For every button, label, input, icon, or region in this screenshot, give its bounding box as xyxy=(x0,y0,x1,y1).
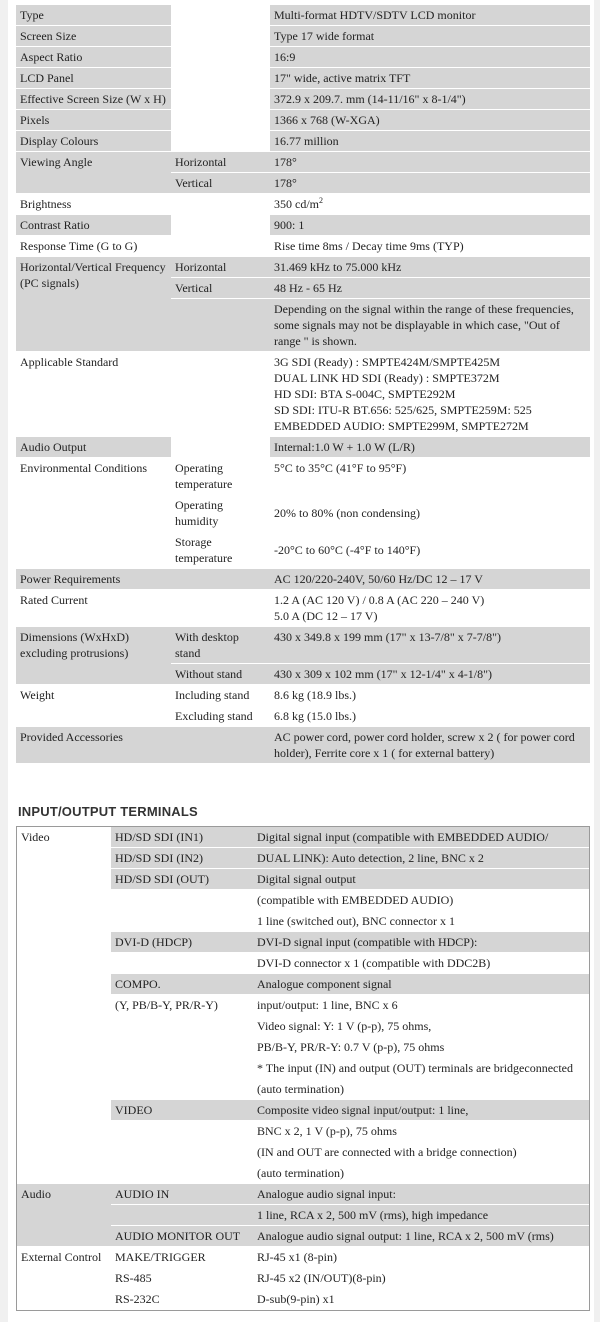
io-terminal xyxy=(111,1205,253,1226)
spec-label: Type xyxy=(16,5,171,26)
io-description: PB/B-Y, PR/R-Y: 0.7 V (p-p), 75 ohms xyxy=(253,1037,589,1058)
io-description: input/output: 1 line, BNC x 6 xyxy=(253,995,589,1016)
spec-label: Environmental Conditions xyxy=(16,458,171,569)
spec-value: Type 17 wide format xyxy=(270,26,590,47)
spec-row-response-time xyxy=(16,236,590,257)
io-terminal: (Y, PB/B-Y, PR/R-Y) xyxy=(111,995,253,1016)
spec-sub xyxy=(171,215,270,236)
io-description: RJ-45 x2 (IN/OUT)(8-pin) xyxy=(253,1268,589,1289)
spec-sub xyxy=(171,727,270,764)
spec-sub: Storage temperature xyxy=(171,532,270,569)
spec-value: 6.8 kg (15.0 lbs.) xyxy=(270,706,590,727)
io-description: DVI-D connector x 1 (compatible with DDC2B) xyxy=(253,953,589,974)
io-description: Digital signal input (compatible with EMBEDDED AUDIO/ xyxy=(253,827,589,848)
spec-page xyxy=(8,0,594,1322)
spec-sub xyxy=(171,89,270,110)
spec-sub xyxy=(171,194,270,215)
io-section-title: INPUT/OUTPUT TERMINALS xyxy=(18,804,198,819)
spec-value: 178° xyxy=(270,152,590,173)
spec-value: 31.469 kHz to 75.000 kHz xyxy=(270,257,590,278)
spec-row-applicable-standard xyxy=(16,352,590,437)
io-description: 1 line (switched out), BNC connector x 1 xyxy=(253,911,589,932)
standard-line: EMBEDDED AUDIO: SMPTE299M, SMPTE272M xyxy=(274,419,529,433)
io-terminal xyxy=(111,1016,253,1037)
io-group-video: Video xyxy=(17,827,111,1184)
spec-value: 16.77 million xyxy=(270,131,590,152)
io-terminal: COMPO. xyxy=(111,974,253,995)
io-group-external-control: External Control xyxy=(17,1247,111,1310)
io-terminal xyxy=(111,1121,253,1142)
spec-row-power xyxy=(16,569,590,590)
spec-label: Dimensions (WxHxD) excluding protrusions) xyxy=(16,627,171,685)
spec-value xyxy=(270,352,590,437)
spec-sub: Without stand xyxy=(171,664,270,685)
spec-row-env-operating-temp xyxy=(16,458,590,495)
spec-sub xyxy=(171,110,270,131)
rated-current-line: 1.2 A (AC 120 V) / 0.8 A (AC 220 – 240 V) xyxy=(274,593,485,607)
io-terminal xyxy=(111,953,253,974)
spec-sub: Vertical xyxy=(171,173,270,194)
spec-row-frequency-h xyxy=(16,257,590,278)
spec-value: 17" wide, active matrix TFT xyxy=(270,68,590,89)
standard-line: SD SDI: ITU-R BT.656: 525/625, SMPTE259M: 525 xyxy=(274,403,532,417)
spec-row-type xyxy=(16,5,590,26)
spec-sub xyxy=(171,236,270,257)
spec-label: Response Time (G to G) xyxy=(16,236,171,257)
spec-label: Viewing Angle xyxy=(16,152,171,194)
spec-row-lcd-panel xyxy=(16,68,590,89)
io-table-frame xyxy=(16,826,590,1311)
spec-value: 16:9 xyxy=(270,47,590,68)
spec-value: 178° xyxy=(270,173,590,194)
spec-value: 430 x 309 x 102 mm (17" x 12-1/4" x 4-1/8") xyxy=(270,664,590,685)
spec-sub xyxy=(171,47,270,68)
spec-value: 1366 x 768 (W-XGA) xyxy=(270,110,590,131)
io-row xyxy=(17,1247,589,1268)
spec-label: Pixels xyxy=(16,110,171,131)
spec-sub: Operating temperature xyxy=(171,458,270,495)
spec-row-rated-current xyxy=(16,590,590,627)
spec-label: Weight xyxy=(16,685,171,727)
spec-label: Power Requirements xyxy=(16,569,171,590)
spec-sub xyxy=(171,299,270,352)
io-description: * The input (IN) and output (OUT) terminals are bridgeconnected xyxy=(253,1058,589,1079)
io-terminal xyxy=(111,1079,253,1100)
io-description: (auto termination) xyxy=(253,1163,589,1184)
spec-sub xyxy=(171,5,270,26)
spec-label: Screen Size xyxy=(16,26,171,47)
io-description: Video signal: Y: 1 V (p-p), 75 ohms, xyxy=(253,1016,589,1037)
io-row xyxy=(17,827,589,848)
io-terminal: HD/SD SDI (IN1) xyxy=(111,827,253,848)
spec-sub: Vertical xyxy=(171,278,270,299)
spec-value: 20% to 80% (non condensing) xyxy=(270,495,590,532)
spec-label: LCD Panel xyxy=(16,68,171,89)
spec-row-contrast xyxy=(16,215,590,236)
spec-value: Multi-format HDTV/SDTV LCD monitor xyxy=(270,5,590,26)
io-terminal: HD/SD SDI (OUT) xyxy=(111,869,253,890)
io-terminal xyxy=(111,890,253,911)
brightness-value: 350 cd/m xyxy=(274,197,319,211)
spec-label: Audio Output xyxy=(16,437,171,458)
spec-sub xyxy=(171,68,270,89)
spec-sub: Horizontal xyxy=(171,152,270,173)
spec-sub xyxy=(171,131,270,152)
io-description: Analogue component signal xyxy=(253,974,589,995)
spec-sub xyxy=(171,437,270,458)
io-description: (IN and OUT are connected with a bridge connection) xyxy=(253,1142,589,1163)
io-row xyxy=(17,1184,589,1205)
spec-row-screen-size xyxy=(16,26,590,47)
spec-label: Applicable Standard xyxy=(16,352,171,437)
spec-sub xyxy=(171,352,270,437)
spec-sub: With desktop stand xyxy=(171,627,270,664)
spec-row-pixels xyxy=(16,110,590,131)
io-description: D-sub(9-pin) x1 xyxy=(253,1289,589,1310)
io-terminal xyxy=(111,1163,253,1184)
spec-value: 48 Hz - 65 Hz xyxy=(270,278,590,299)
io-description: BNC x 2, 1 V (p-p), 75 ohms xyxy=(253,1121,589,1142)
spec-sub: Excluding stand xyxy=(171,706,270,727)
spec-sub: Operating humidity xyxy=(171,495,270,532)
spec-label: Rated Current xyxy=(16,590,171,627)
brightness-exponent: 2 xyxy=(319,196,323,205)
spec-value: 8.6 kg (18.9 lbs.) xyxy=(270,685,590,706)
standard-line: DUAL LINK HD SDI (Ready) : SMPTE372M xyxy=(274,371,500,385)
spec-sub xyxy=(171,26,270,47)
io-terminal: AUDIO MONITOR OUT xyxy=(111,1226,253,1247)
io-terminal xyxy=(111,1142,253,1163)
spec-label: Provided Accessories xyxy=(16,727,171,764)
standard-line: HD SDI: BTA S-004C, SMPTE292M xyxy=(274,387,456,401)
spec-value: AC 120/220-240V, 50/60 Hz/DC 12 – 17 V xyxy=(270,569,590,590)
io-terminal: AUDIO IN xyxy=(111,1184,253,1205)
spec-value: Internal:1.0 W + 1.0 W (L/R) xyxy=(270,437,590,458)
io-terminals-table xyxy=(17,827,589,1310)
spec-value: 430 x 349.8 x 199 mm (17" x 13-7/8" x 7-7/8") xyxy=(270,627,590,664)
spec-value: 372.9 x 209.7. mm (14-11/16" x 8-1/4") xyxy=(270,89,590,110)
io-terminal: MAKE/TRIGGER xyxy=(111,1247,253,1268)
spec-row-brightness xyxy=(16,194,590,215)
spec-row-effective-screen-size xyxy=(16,89,590,110)
spec-row-audio-output xyxy=(16,437,590,458)
io-terminal: RS-232C xyxy=(111,1289,253,1310)
spec-value: 900: 1 xyxy=(270,215,590,236)
io-description: 1 line, RCA x 2, 500 mV (rms), high impedance xyxy=(253,1205,589,1226)
spec-sub xyxy=(171,590,270,627)
io-description: DVI-D signal input (compatible with HDCP): xyxy=(253,932,589,953)
spec-label: Aspect Ratio xyxy=(16,47,171,68)
spec-label: Effective Screen Size (W x H) xyxy=(16,89,171,110)
spec-row-aspect-ratio xyxy=(16,47,590,68)
io-terminal xyxy=(111,1037,253,1058)
spec-value xyxy=(270,590,590,627)
io-description: DUAL LINK): Auto detection, 2 line, BNC x 2 xyxy=(253,848,589,869)
spec-row-display-colours xyxy=(16,131,590,152)
spec-note: Depending on the signal within the range of these frequencies, some signals may not be displayable in which case, "Out of range " is shown. xyxy=(270,299,590,352)
specifications-table xyxy=(16,5,590,764)
spec-sub: Horizontal xyxy=(171,257,270,278)
io-description: Analogue audio signal input: xyxy=(253,1184,589,1205)
spec-sub: Including stand xyxy=(171,685,270,706)
io-terminal xyxy=(111,1058,253,1079)
spec-value: -20°C to 60°C (-4°F to 140°F) xyxy=(270,532,590,569)
spec-label: Horizontal/Vertical Frequency (PC signals) xyxy=(16,257,171,352)
spec-row-weight-including xyxy=(16,685,590,706)
io-description: RJ-45 x1 (8-pin) xyxy=(253,1247,589,1268)
spec-value: Rise time 8ms / Decay time 9ms (TYP) xyxy=(270,236,590,257)
io-description: (auto termination) xyxy=(253,1079,589,1100)
io-terminal: DVI-D (HDCP) xyxy=(111,932,253,953)
io-description: Analogue audio signal output: 1 line, RCA x 2, 500 mV (rms) xyxy=(253,1226,589,1247)
spec-value: 5°C to 35°C (41°F to 95°F) xyxy=(270,458,590,495)
spec-label: Brightness xyxy=(16,194,171,215)
spec-row-dimensions-with-stand xyxy=(16,627,590,664)
io-description: Digital signal output xyxy=(253,869,589,890)
spec-row-viewing-angle-h xyxy=(16,152,590,173)
spec-value xyxy=(270,194,590,215)
spec-label: Contrast Ratio xyxy=(16,215,171,236)
spec-row-accessories xyxy=(16,727,590,764)
io-terminal: VIDEO xyxy=(111,1100,253,1121)
io-terminal: HD/SD SDI (IN2) xyxy=(111,848,253,869)
io-description: (compatible with EMBEDDED AUDIO) xyxy=(253,890,589,911)
io-description: Composite video signal input/output: 1 line, xyxy=(253,1100,589,1121)
spec-value: AC power cord, power cord holder, screw x 2 ( for power cord holder), Ferrite core x 1 ( for external battery) xyxy=(270,727,590,764)
io-terminal: RS-485 xyxy=(111,1268,253,1289)
rated-current-line: 5.0 A (DC 12 – 17 V) xyxy=(274,609,378,623)
io-terminal xyxy=(111,911,253,932)
spec-sub xyxy=(171,569,270,590)
spec-label: Display Colours xyxy=(16,131,171,152)
standard-line: 3G SDI (Ready) : SMPTE424M/SMPTE425M xyxy=(274,355,501,369)
io-group-audio: Audio xyxy=(17,1184,111,1247)
